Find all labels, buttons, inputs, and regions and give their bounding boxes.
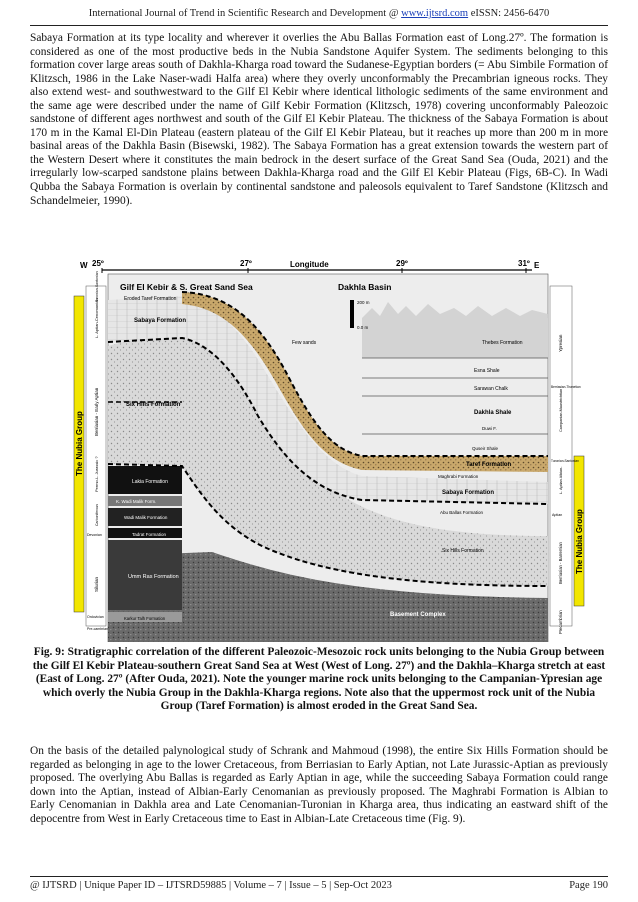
stratigraphic-figure: [62, 256, 588, 642]
age-right-precambrian: Precambrian: [558, 610, 563, 634]
nubia-label-right: The Nubia Group: [575, 509, 584, 574]
formation-sabaya-left: Sabaya Formation: [134, 318, 187, 324]
nubia-label-left: The Nubia Group: [75, 411, 84, 476]
formation-umm-ras: Umm Ras Formation: [128, 574, 179, 580]
page-number: Page 190: [569, 880, 608, 891]
age-right-ypresian: Ypresian: [558, 334, 563, 352]
formation-esna: Esna Shale: [474, 368, 500, 374]
age-right-turonian: Turonian-Santonian: [551, 459, 579, 463]
formation-thebes: Thebes Formation: [482, 340, 523, 346]
age-left-permo: Permo-L. Jurassic ?: [94, 456, 99, 492]
axis-e: E: [534, 261, 540, 270]
age-right-thanetian: Berriasian-Thanetian: [551, 385, 581, 389]
age-left-aptian: L. Aptian-Cenomanian: [94, 298, 99, 338]
formation-karkur-talh: Karkur Talh Formation: [124, 616, 166, 621]
footer-citation: @ IJTSRD | Unique Paper ID – IJTSRD59885 | Volume – 7 | Issue – 5 | Sep-Oct 2023: [30, 880, 392, 891]
age-left-carboniferous: Carboniferous: [95, 504, 99, 526]
formation-dakhla-shale: Dakhla Shale: [474, 410, 512, 416]
scale-200m: 200 m: [357, 300, 370, 305]
age-right-berriasian: Berriasian - Barremian: [558, 542, 563, 584]
formation-taref: Taref Formation: [466, 462, 512, 468]
age-left-devonian: Devonian: [87, 533, 102, 537]
journal-link[interactable]: www.ijtsrd.com: [401, 8, 469, 19]
age-right-campanian: Campanian-Maastrichtian: [559, 388, 563, 432]
header-rule: [30, 25, 608, 26]
header-suffix: eISSN: 2456-6470: [468, 8, 550, 19]
journal-header: [0, 8, 638, 19]
formation-six-hills-left: Six Hills Formation: [126, 402, 181, 408]
formation-abu-ballas: Abu Ballas Formation: [440, 510, 484, 515]
axis-longitude: Longitude: [290, 260, 329, 269]
formation-tadrat: Tadrat Formation: [132, 532, 167, 537]
paragraph-2: On the basis of the detailed palynological study of Schrank and Mahmoud (1998), the entire Six Hills Formation should be regarded as belonging in age to the lower Cretaceous, from Berriasian to Early Aptian, not Late Jurassic-Aptian as previously proposed. The overlying Abu Ballas is regarded as Early Aptian in age, while the succeeding Sabaya Formation could range down into the Aptian, instead of Albian-Early Cenomanian as previously proposed. The Maghrabi Formation is Albian to Early Cenomanian in Dakhla area and Late Cenomanian-Turonian in Kharga area, thus indicating an eastward shift of the depocentre from West in Early Cretaceous time to East in Albian-Late Cretaceous time (Fig. 9).: [30, 745, 608, 825]
formation-six-hills-right: Six Hills Formation: [442, 548, 484, 554]
formation-duwi: Duwi F.: [482, 426, 497, 431]
few-sands-label: Few sands: [292, 340, 317, 346]
formation-sabaya-right: Sabaya Formation: [442, 490, 495, 496]
formation-wadi-malik: Wadi Malik Formation: [124, 515, 168, 520]
paragraph-1: Sabaya Formation at its type locality and wherever it overlies the Abu Ballas Formation east of Long.27º. The formation is considered as one of the most productive beds in the Nubia Sandstone Aquifer System. The sediments belonging to this formation cover large areas south of Dakhla-Kharga road toward the Sudanese-Egyptian borders (= Abu Simbile Formation of Klitzsch, 1986 in the Lake Naser-wadi Halfa area) where they overly unconformably the Precambrian igneous rocks. They also extend west- and southwestward to the Gilf El Kebir where identical lithologic sediments of the same environment and the same age were described under the name of Gilf Kebir Formation (Klitzsch, 1978) covering unconformably Paleozoic sandstone of different ages northwest and south of the Gilf El Kebir Plateau. The thickness of the Sabaya Formation is about 170 m in the Kamal El-Din Plateau (eastern plateau of the Gilf El Kebir Plateau, but it reaches up more than 200 m in more basinal areas of the Dakhla Basin (Bisewski, 1982). The Sabaya Formation has a great extension towards the western part of the Western Desert where it constitutes the main bedrock in the desert surface of the Great Sand Sea (Ouda, 2021) and the irregularly low-scarped sandstone plains between Dakhla-Kharga road and the Gilf El Kebir Plateau (Figs, 6B-C). In Wadi Qubba the Sabaya Formation is overlain by continental sandstone and paleosols equivalent to Taref Sandstone (Klitzsch and Schandelmeier, 1990).: [30, 32, 608, 207]
formation-quseir: Quseir Shale: [472, 446, 499, 451]
scale-bar: [350, 300, 354, 328]
age-left-precambrian: Pre-cambrian: [87, 627, 109, 631]
region-dakhla: Dakhla Basin: [338, 282, 392, 292]
region-gilf-kebir: Gilf El Kebir & S. Great Sand Sea: [120, 282, 253, 292]
formation-maghrabi: Maghrabi Formation: [438, 474, 479, 479]
header-prefix: International Journal of Trend in Scientific Research and Development @: [88, 8, 402, 19]
axis-25: 25º: [92, 259, 104, 268]
axis-27: 27º: [240, 259, 252, 268]
age-right-aptian: Aptian: [552, 513, 563, 517]
age-left-silurian: Silurian: [94, 576, 99, 592]
footer-rule: [30, 876, 608, 877]
age-right-albian: L. Aptian Albian-: [559, 466, 563, 494]
axis-31: 31º: [518, 259, 530, 268]
axis-w: W: [80, 261, 88, 270]
formation-lakia: Lakia Formation: [132, 479, 168, 485]
formation-k-wadi-malik: K. Wadi Malik Form.: [116, 499, 157, 504]
formation-basement: Basement Complex: [390, 612, 446, 618]
eroded-taref-label: Eroded Taref Formation: [124, 296, 177, 302]
age-left-ordovician: Ordovician: [87, 615, 104, 619]
scale-0m: 0.0 m: [357, 325, 369, 330]
age-left-turonian: Turonian-Santonian: [95, 271, 99, 302]
age-left-berriasian: Berriasian - Early Aptian: [94, 387, 99, 436]
figure-caption: Fig. 9: Stratigraphic correlation of the different Paleozoic-Mesozoic rock units belonging to the Nubia Group between the Gilf El Kebir Plateau-southern Great Sand Sea at West (West of Long. 27º) and the Dakhla–Kharga stretch at east (East of Long. 27º (After Ouda, 2021). Note the younger marine rock units belonging to the Campanian-Ypresian age which overly the Nubia Group in the Dakhla-Kharga regions. Note also that the uppermost rock unit of the Nubia Group (Taref Formation) is almost eroded in the Great Sand Sea.: [32, 646, 606, 713]
formation-sarawan: Sarawan Chalk: [474, 386, 508, 392]
axis-29: 29º: [396, 259, 408, 268]
